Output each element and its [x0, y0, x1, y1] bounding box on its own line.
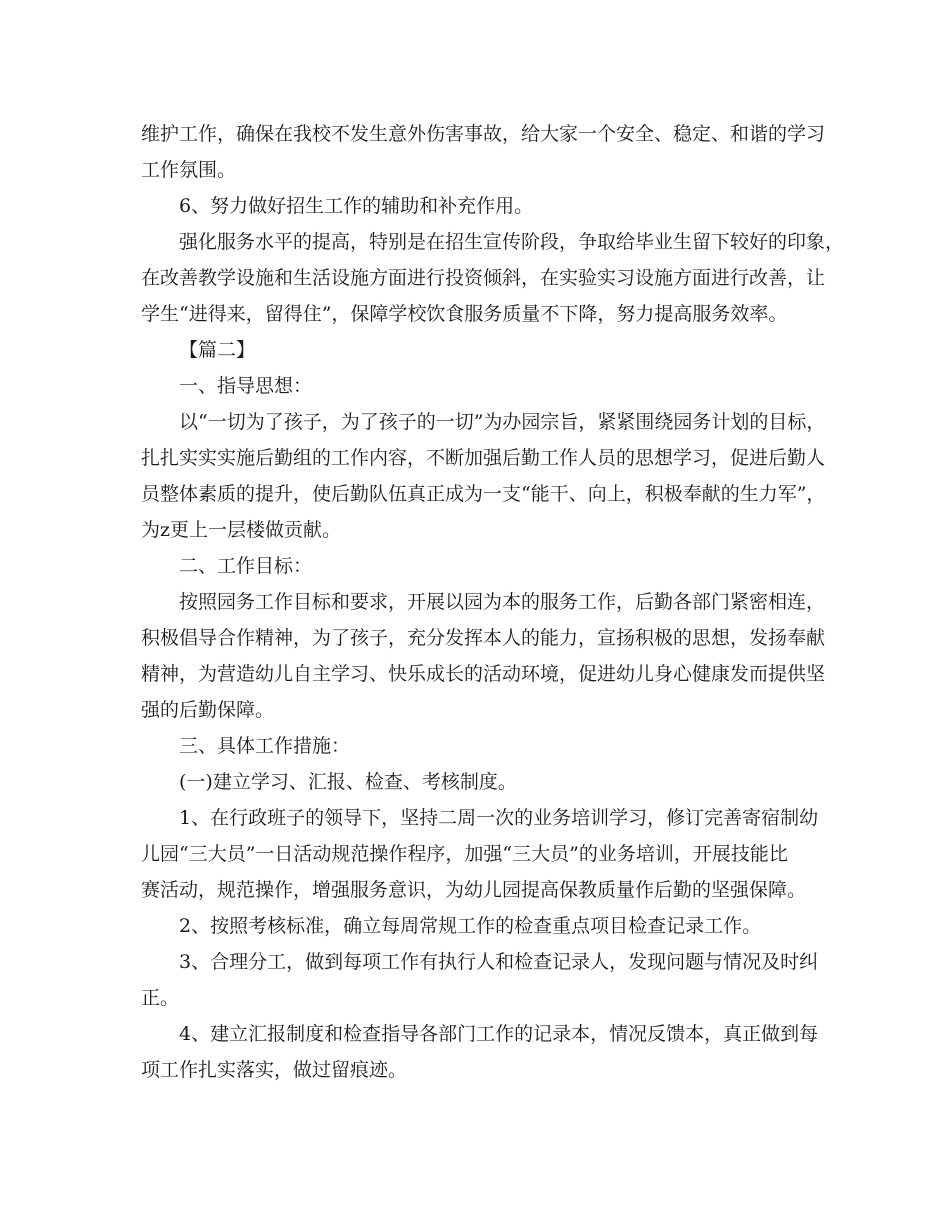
text-line: 在改善教学设施和生活设施方面进行投资倾斜，在实验实习设施方面进行改善，让 [141, 267, 826, 289]
text-line: 学生“进得来，留得住”，保障学校饮食服务质量不下降，努力提高服务效率。 [141, 303, 788, 325]
text-line: 二、工作目标： [179, 555, 313, 577]
text-line: 员整体素质的提升，使后勤队伍真正成为一支“能干、向上，积极奉献的生力军”， [141, 483, 826, 505]
text-line: 强化服务水平的提高，特别是在招生宣传阶段，争取给毕业生留下较好的印象， [179, 231, 845, 253]
text-line: 维护工作，确保在我校不发生意外伤害事故，给大家一个安全、稳定、和谐的学习 [141, 123, 826, 145]
text-line: 正。 [141, 987, 180, 1009]
text-line: 强的后勤保障。 [141, 699, 275, 721]
text-line: 6、努力做好招生工作的辅助和补充作用。 [179, 195, 534, 217]
text-line: 4、建立汇报制度和检查指导各部门工作的记录本，情况反馈本，真正做到每 [179, 1023, 819, 1045]
text-line: 1、在行政班子的领导下，坚持二周一次的业务培训学习，修订完善寄宿制幼 [179, 807, 819, 829]
text-line: 以“一切为了孩子，为了孩子的一切”为办园宗旨，紧紧围绕园务计划的目标， [179, 411, 826, 433]
text-line: 项工作扎实落实，做过留痕迹。 [141, 1059, 408, 1081]
text-line: 赛活动，规范操作，增强服务意识，为幼儿园提高保教质量作后勤的坚强保障。 [141, 879, 807, 901]
text-line: 为z更上一层楼做贡献。 [141, 519, 342, 541]
text-line: 【篇二】 [179, 339, 256, 361]
text-line: 扎扎实实实施后勤组的工作内容，不断加强后勤工作人员的思想学习，促进后勤人 [141, 447, 826, 469]
text-line: 积极倡导合作精神，为了孩子，充分发挥本人的能力，宣扬积极的思想，发扬奉献 [141, 627, 826, 649]
text-line: 儿园“三大员”一日活动规范操作程序，加强“三大员”的业务培训，开展技能比 [141, 843, 788, 865]
text-line: 三、具体工作措施： [179, 735, 351, 757]
document-body [141, 116, 845, 1088]
text-line: 按照园务工作目标和要求，开展以园为本的服务工作，后勤各部门紧密相连， [179, 591, 826, 613]
text-line: 3、合理分工，做到每项工作有执行人和检查记录人，发现问题与情况及时纠 [179, 951, 819, 973]
text-line: 2、按照考核标准，确立每周常规工作的检查重点项目检查记录工作。 [179, 915, 762, 937]
text-line: 精神，为营造幼儿自主学习、快乐成长的活动环境，促进幼儿身心健康发而提供坚 [141, 663, 826, 685]
text-line: 一、指导思想： [179, 375, 313, 397]
text-line: (一)建立学习、汇报、检查、考核制度。 [179, 771, 517, 793]
text-line: 工作氛围。 [141, 159, 237, 181]
